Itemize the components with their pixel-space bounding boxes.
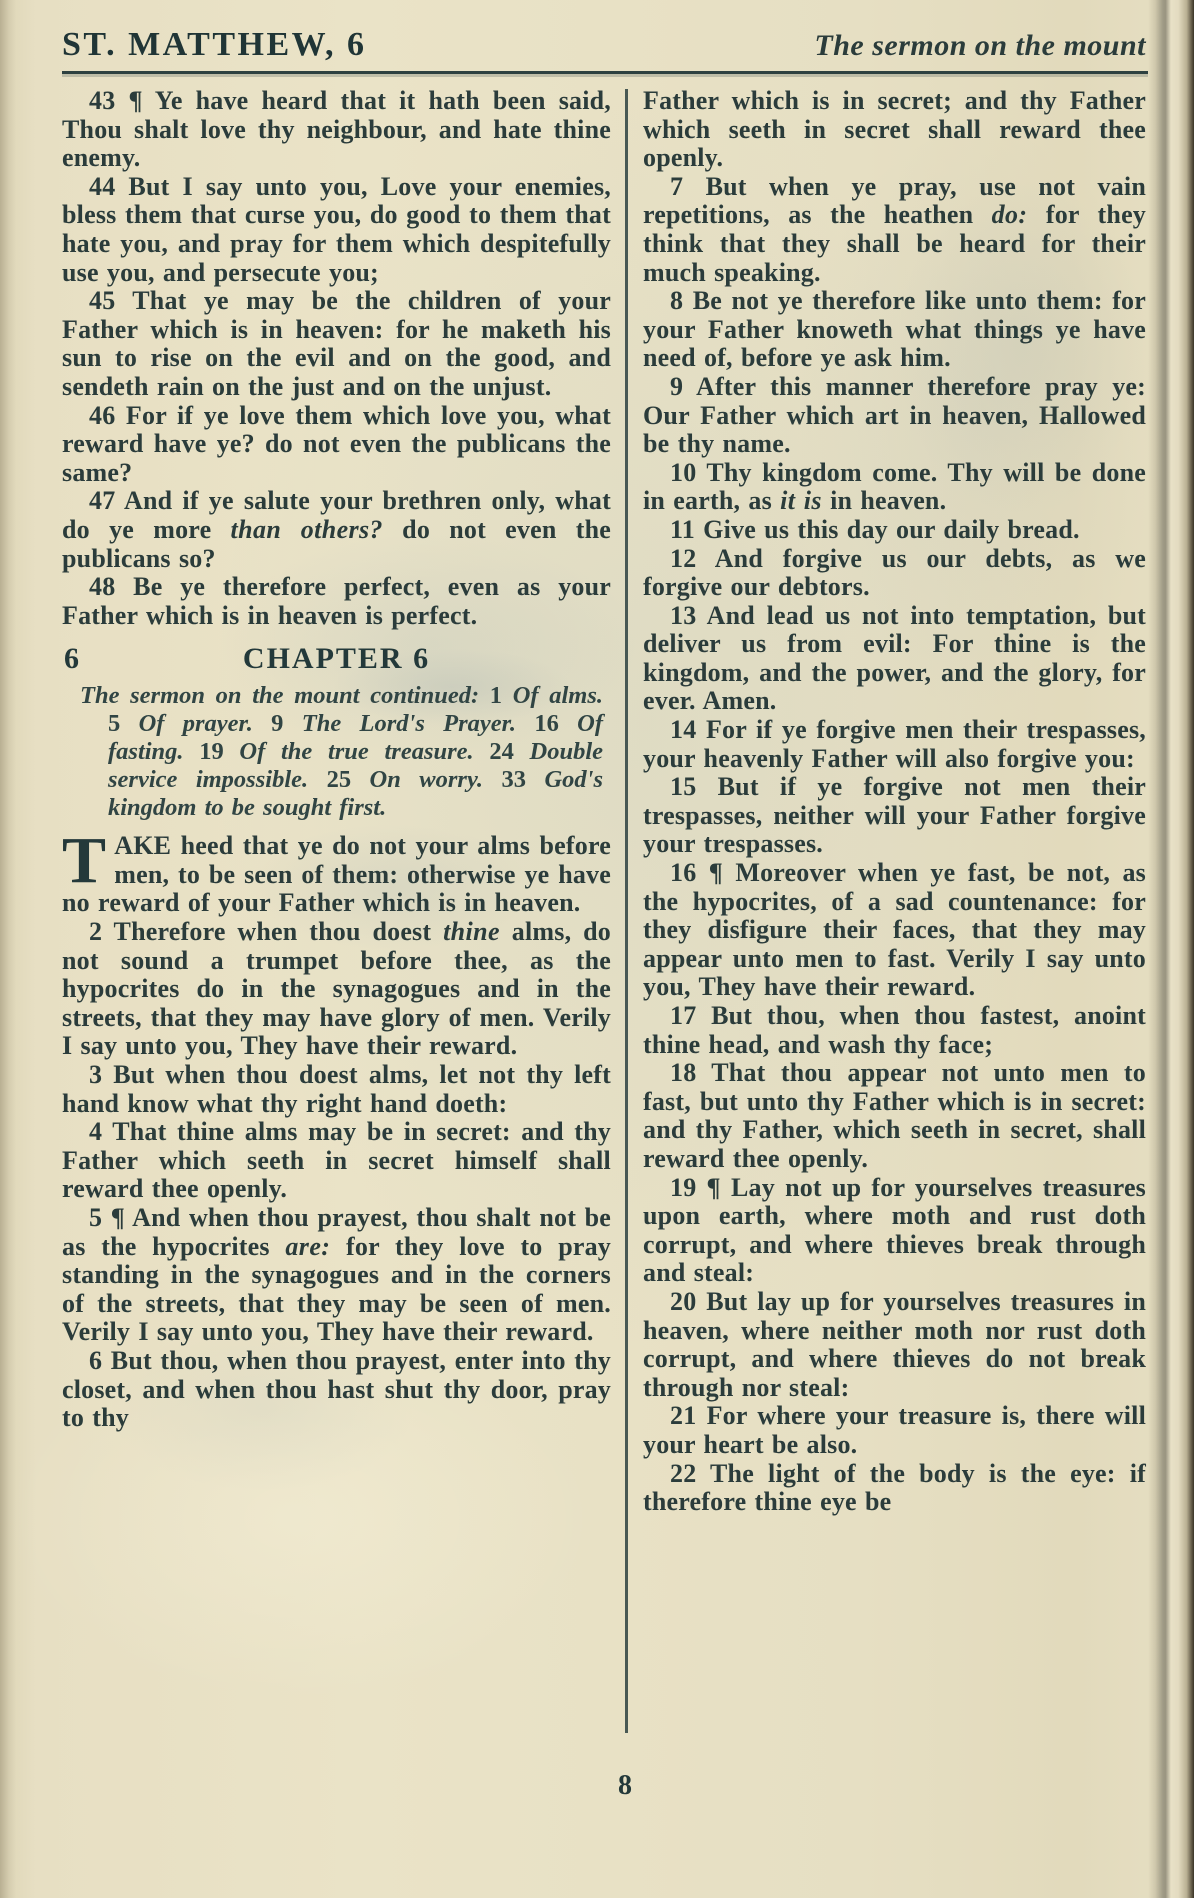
page-number: 8 bbox=[618, 1770, 632, 1801]
verse-paragraph: 10 Thy kingdom come. Thy will be done in earth, as it is in heaven. bbox=[643, 457, 1146, 516]
verse-paragraph: 16 ¶ Moreover when ye fast, be not, as the hypocrites, of a sad countenance: for they disfigure their faces, that they may appear unto men to fast. Verily I say unto you, They have their reward. bbox=[643, 858, 1146, 1002]
chapter-margin-number: 6 bbox=[64, 642, 79, 676]
column-divider bbox=[625, 89, 628, 1733]
verse-paragraph: 22 The light of the body is the eye: if therefore thine eye be bbox=[643, 1458, 1146, 1517]
page-title-book-chapter: ST. MATTHEW, 6 bbox=[62, 26, 367, 63]
right-column bbox=[643, 87, 1148, 1733]
verse-paragraph: 46 For if ye love them which love you, what reward have ye? do not even the publicans the same? bbox=[62, 400, 611, 487]
verse-paragraph: 15 But if ye forgive not men their trespasses, neither will your Father forgive your trespasses. bbox=[643, 772, 1146, 859]
page-edge-shading-left bbox=[0, 0, 16, 1898]
verse-paragraph: 5 ¶ And when thou prayest, thou shalt not be as the hypocrites are: for they love to pray standing in the synagogues and in the corners of the streets, that they may be seen of men. Verily I say unto you, They have their reward. bbox=[62, 1203, 611, 1347]
verse-paragraph: 7 But when ye pray, use not vain repetitions, as the heathen do: for they think that they shall be heard for their much speaking. bbox=[643, 171, 1147, 287]
verse-paragraph: 6 But thou, when thou prayest, enter into thy closet, and when thou hast shut thy door, pray to thy bbox=[62, 1345, 611, 1433]
verse-paragraph: 3 But when thou doest alms, let not thy left hand know what thy right hand doeth: bbox=[62, 1060, 611, 1118]
verse-paragraph: 4 That thine alms may be in secret: and thy Father which seeth in secret himself shall reward thee openly. bbox=[62, 1117, 611, 1204]
verse-continuation: Father which is in secret; and thy Father which seeth in secret shall reward thee openly. bbox=[643, 86, 1146, 173]
header-rule bbox=[62, 71, 1148, 74]
page-edge-shading-right bbox=[1148, 0, 1194, 1898]
verse-paragraph: 11 Give us this day our daily bread. bbox=[670, 514, 1080, 544]
verse-paragraph: 44 But I say unto you, Love your enemies, bless them that curse you, do good to them that hate you, and pray for them which despitefully use you, and persecute you; bbox=[62, 171, 611, 287]
verse-paragraph: 48 Be ye therefore perfect, even as your Father which is in heaven is perfect. bbox=[62, 572, 611, 630]
verse-paragraph: 19 ¶ Lay not up for yourselves treasures upon earth, where moth and rust doth corrupt, and where thieves break through and steal: bbox=[643, 1172, 1146, 1288]
drop-cap-initial: T bbox=[62, 824, 107, 898]
running-head bbox=[62, 26, 1148, 64]
running-head-subject: The sermon on the mount bbox=[814, 29, 1146, 62]
verse-paragraph: 43 ¶ Ye have heard that it hath been said, Thou shalt love thy neighbour, and hate thine enemy. bbox=[62, 86, 611, 173]
verse-paragraph: 14 For if ye forgive men their trespasses, your heavenly Father will also forgive you: bbox=[643, 715, 1146, 773]
verse-paragraph-dropcap: TAKE heed that ye do not your alms before men, to be seen of them: otherwise ye have no reward of your Father which is in heaven. bbox=[62, 824, 611, 918]
verse-paragraph: 18 That thou appear not unto men to fast, but unto thy Father which is in secret: and thy Father, which seeth in secret, shall reward thee openly. bbox=[643, 1058, 1146, 1173]
verse-paragraph: 2 Therefore when thou doest thine alms, do not sound a trumpet before thee, as the hypocrites do in the synagogues and in the streets, that they may have glory of men. Verily I say unto you, They have their reward. bbox=[62, 917, 611, 1061]
verse-paragraph: 21 For where your treasure is, there will your heart be also. bbox=[643, 1401, 1146, 1459]
text-columns bbox=[62, 87, 1148, 1733]
verse-paragraph: 8 Be not ye therefore like unto them: for your Father knoweth what things ye have need of, before ye ask him. bbox=[643, 286, 1146, 373]
verse-paragraph: 45 That ye may be the children of your Father which is in heaven: for he maketh his sun to rise on the evil and on the good, and sendeth rain on the just and on the unjust. bbox=[62, 286, 611, 401]
chapter-title: CHAPTER 6 bbox=[242, 642, 431, 676]
verse-paragraph: 20 But lay up for yourselves treasures in heaven, where neither moth nor rust doth corrupt, and where thieves do not break through nor steal: bbox=[643, 1286, 1146, 1402]
verse-paragraph: 47 And if ye salute your brethren only, what do ye more than others? do not even the publicans so? bbox=[62, 486, 611, 573]
chapter-summary: The sermon on the mount continued: 1 Of alms. 5 Of prayer. 9 The Lord's Prayer. 16 Of fasting. 19 Of the true treasure. 24 Double service impossible. 25 On worry. 33 God's kingdom to be sought first. bbox=[80, 682, 604, 822]
chapter-heading bbox=[62, 643, 611, 675]
verse-paragraph: 12 And forgive us our debts, as we forgive our debtors. bbox=[643, 543, 1146, 602]
verse-paragraph: 17 But thou, when thou fastest, anoint thine head, and wash thy face; bbox=[643, 1001, 1146, 1059]
left-column bbox=[62, 87, 611, 1733]
verse-paragraph: 9 After this manner therefore pray ye: Our Father which art in heaven, Hallowed be thy name. bbox=[643, 371, 1146, 459]
verse-paragraph: 13 And lead us not into temptation, but deliver us from evil: For thine is the kingdom, and the power, and the glory, for ever. Amen. bbox=[643, 600, 1146, 716]
